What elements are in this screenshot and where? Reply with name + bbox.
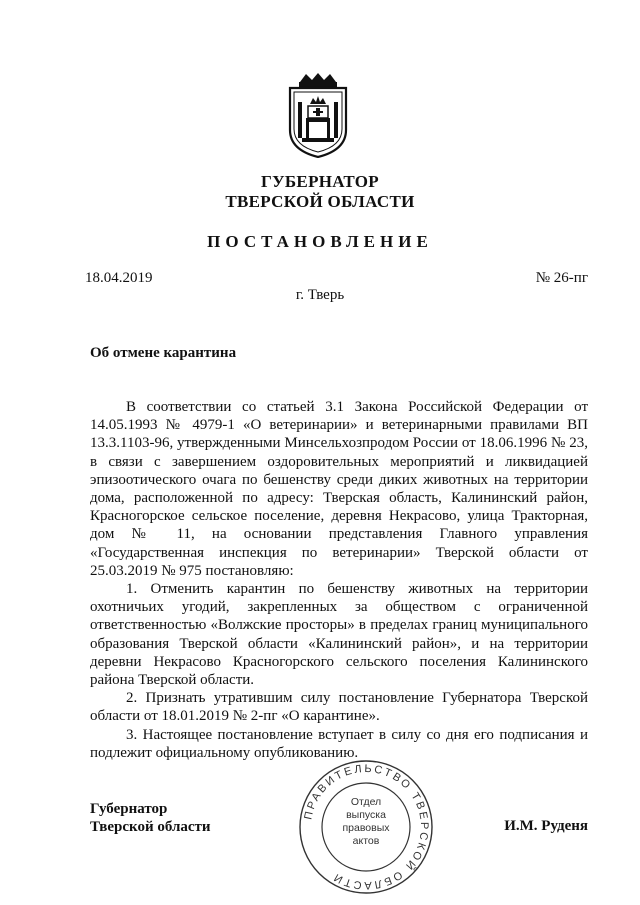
document-number: № 26-пг <box>535 270 588 286</box>
signatory-name: И.М. Руденя <box>504 818 588 834</box>
body-item-3: 3. Настоящее постановление вступает в силу со дня его подписания и подлежит официальному опубликованию. <box>90 726 588 761</box>
stamp-center-text <box>296 796 436 848</box>
stamp-center-line: Отдел <box>350 796 382 808</box>
header-title-line1: ГУБЕРНАТОР <box>261 172 379 191</box>
header-title-line2: ТВЕРСКОЙ ОБЛАСТИ <box>225 192 415 211</box>
document-city: г. Тверь <box>295 287 345 303</box>
body-item-1: 1. Отменить карантин по бешенству животных на территории охотничьих угодий, закрепленных за обществом с ограниченной ответственностью «Волжские просторы» в пределах границ муниципального образования Тверской области «Калининский район», и на территории деревни Некрасово Красногорского сельского поселения Калининского района Тверской области. <box>90 581 588 689</box>
stamp-ring-text: ПРАВИТЕЛЬСТВО ТВЕРСКОЙ ОБЛАСТИ <box>302 762 431 892</box>
signatory-position <box>90 800 211 836</box>
tver-coat-of-arms-icon <box>284 72 352 158</box>
stamp-center-line: выпуска <box>346 809 386 821</box>
stamp-center-line: актов <box>352 835 380 847</box>
document-subject: Об отмене карантина <box>90 345 237 361</box>
signatory-position-line1: Губернатор <box>90 801 168 817</box>
body-item-2: 2. Признать утратившим силу постановление Губернатора Тверской области от 18.01.2019 № 2-пг «О карантине». <box>90 690 588 725</box>
document-type: ПОСТАНОВЛЕНИЕ <box>207 232 433 251</box>
body-preamble: В соответствии со статьей 3.1 Закона Российской Федерации от 14.05.1993 № 4979-1 «О ветеринарии» и ветеринарными правилами ВП 13.3.1103-96, утвержденными Минсельхозпродом России от 18.06.1996 № 23, в связи с завершением оздоровительных мероприятий и ликвидацией эпизоотического очага по бешенству среди диких животных на территории дома, расположенной по адресу: Тверская область, Калининский район, Красногорское сельское поселение, деревня Некрасово, улица Тракторная, дом № 11, на основании представления Главного управления «Государственная инспекция по ветеринарии» Тверской области от 25.03.2019 № 975 постановляю: <box>90 399 588 579</box>
document-body <box>90 398 588 762</box>
document-date: 18.04.2019 <box>85 270 153 286</box>
signatory-position-line2: Тверской области <box>90 819 211 835</box>
stamp-center-line: правовых <box>342 822 390 834</box>
